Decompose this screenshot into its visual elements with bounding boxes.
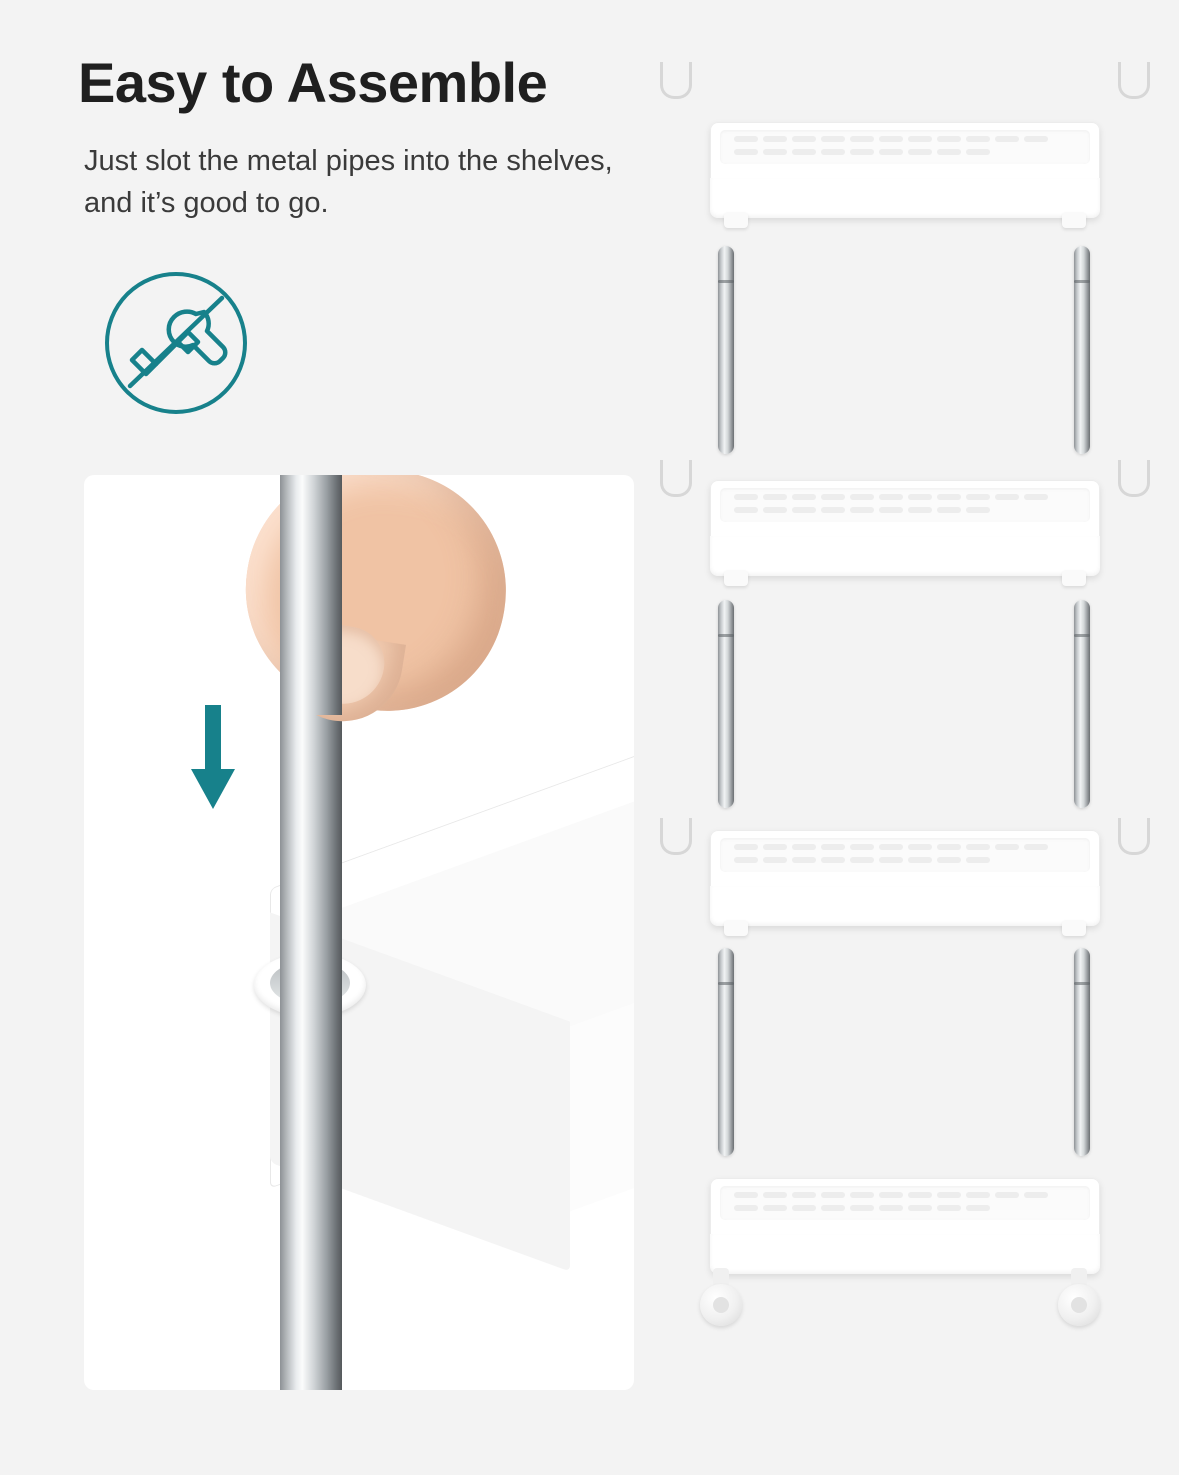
pipe-over-finger — [280, 475, 342, 715]
shelf-4 — [710, 1178, 1100, 1274]
pipe-set-1-right — [1074, 246, 1090, 454]
shelf-socket-icon — [184, 785, 634, 1390]
pipe-set-1-left — [718, 246, 734, 454]
hook-2 — [1118, 62, 1150, 99]
hook-4 — [1118, 460, 1150, 497]
hook-5 — [660, 818, 692, 855]
pipe-set-2-left — [718, 600, 734, 808]
shelf-slots — [734, 494, 1074, 516]
shelf-slots — [734, 844, 1074, 866]
caster-left — [698, 1268, 744, 1326]
shelf-slots — [734, 136, 1074, 158]
pipe-set-3-right — [1074, 948, 1090, 1156]
shelf-3 — [710, 830, 1100, 926]
shelf-1 — [710, 122, 1100, 218]
pipe-set-2-right — [1074, 600, 1090, 808]
hook-1 — [660, 62, 692, 99]
shelf-slots — [734, 1192, 1074, 1214]
caster-right — [1056, 1268, 1102, 1326]
assembly-closeup-photo — [84, 475, 634, 1390]
down-arrow-icon — [188, 705, 238, 815]
no-tools-icon — [84, 270, 268, 416]
page-title: Easy to Assemble — [78, 51, 548, 114]
pipe-set-3-left — [718, 948, 734, 1156]
page-subtitle: Just slot the metal pipes into the shelves, and it’s good to go. — [84, 145, 613, 220]
hook-6 — [1118, 818, 1150, 855]
hook-3 — [660, 460, 692, 497]
exploded-cart-diagram — [640, 40, 1170, 1415]
shelf-2 — [710, 480, 1100, 576]
